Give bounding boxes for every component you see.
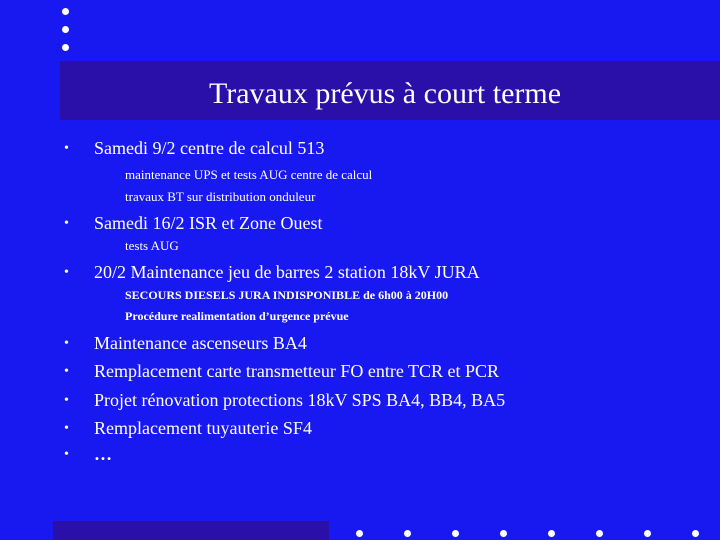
title-band (60, 61, 720, 120)
sub-item: tests AUG (125, 238, 179, 253)
decor-dot (548, 530, 555, 537)
bullet-icon: • (64, 141, 69, 156)
bullet-text: Remplacement tuyauterie SF4 (94, 418, 312, 438)
bullet-item (64, 418, 312, 439)
bullet-icon: • (64, 216, 69, 231)
decor-dot (62, 26, 69, 33)
bullet-icon: • (64, 265, 69, 280)
decor-dot (62, 8, 69, 15)
decor-dot (692, 530, 699, 537)
bullet-item (64, 138, 324, 159)
bullet-item (64, 333, 307, 354)
bullet-item (64, 444, 112, 465)
bullet-icon: • (64, 421, 69, 436)
decor-dot (404, 530, 411, 537)
bullet-text: Remplacement carte transmetteur FO entre TCR et PCR (94, 361, 500, 381)
bullet-text: Maintenance ascenseurs BA4 (94, 333, 307, 353)
decor-dot (644, 530, 651, 537)
bullet-text: … (94, 444, 112, 464)
sub-item: SECOURS DIESELS JURA INDISPONIBLE de 6h00 à 20H00 (125, 288, 449, 302)
slide-title: Travaux prévus à court terme (208, 77, 562, 110)
sub-item: Procédure realimentation d’urgence prévue (125, 309, 349, 323)
bullet-item (64, 361, 499, 382)
decor-dot (596, 530, 603, 537)
decor-dot (62, 44, 69, 51)
bullet-icon: • (64, 393, 69, 408)
bullet-text: 20/2 Maintenance jeu de barres 2 station 18kV JURA (94, 262, 480, 282)
bullet-item (64, 390, 505, 411)
bullet-text: Samedi 16/2 ISR et Zone Ouest (94, 213, 323, 233)
bullet-item (64, 213, 322, 234)
bullet-icon: • (64, 447, 69, 462)
decor-dot (452, 530, 459, 537)
bullet-icon: • (64, 336, 69, 351)
bullet-text: Samedi 9/2 centre de calcul 513 (94, 138, 325, 158)
sub-item: travaux BT sur distribution onduleur (125, 189, 316, 204)
bullet-text: Projet rénovation protections 18kV SPS BA4, BB4, BA5 (94, 390, 506, 410)
decor-dot (500, 530, 507, 537)
sub-item: maintenance UPS et tests AUG centre de calcul (125, 167, 373, 182)
bullet-item (64, 262, 480, 283)
bullet-icon: • (64, 364, 69, 379)
bottom-band (53, 521, 329, 540)
decor-dot (356, 530, 363, 537)
